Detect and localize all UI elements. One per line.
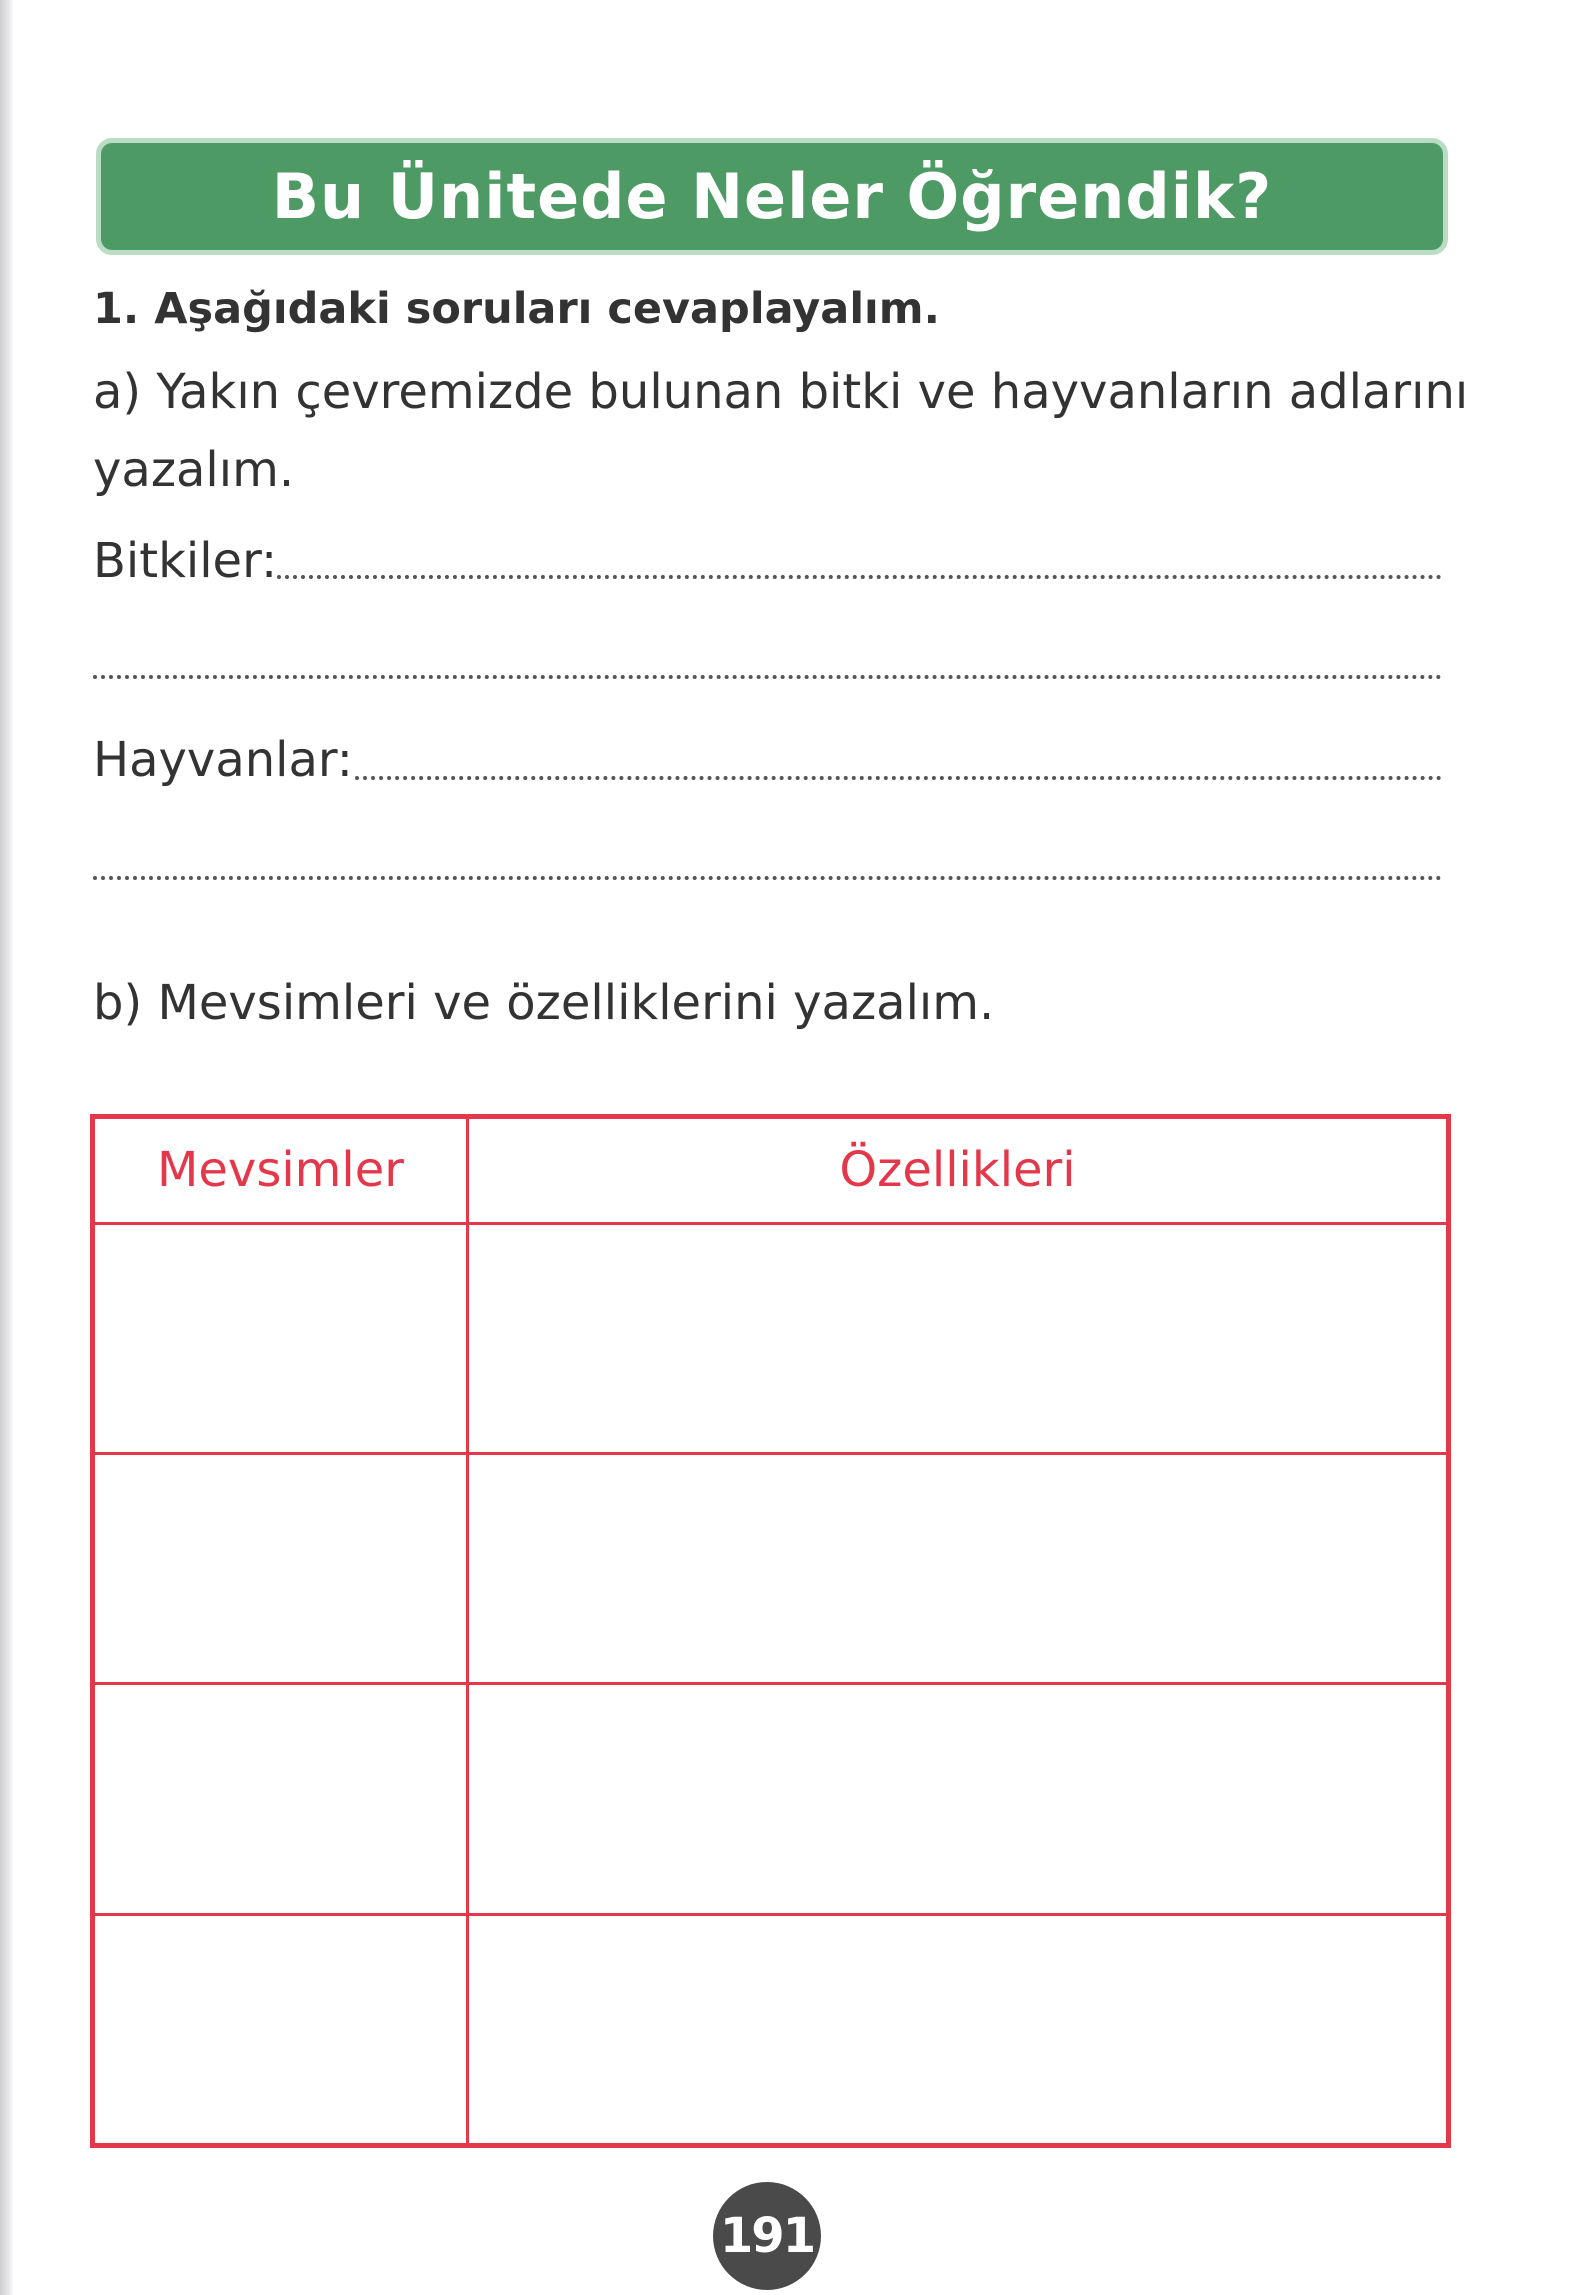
- banner-title: Bu Ünitede Neler Öğrendik?: [271, 160, 1273, 233]
- features-cell[interactable]: [468, 1453, 1449, 1683]
- animals-label: Hayvanlar:: [93, 732, 353, 788]
- header-features: Özellikleri: [468, 1117, 1449, 1224]
- table-row: [93, 1914, 1449, 2145]
- animals-answer-line-2[interactable]: [93, 876, 1442, 880]
- plants-label: Bitkiler:: [93, 533, 278, 589]
- seasons-table: [90, 1114, 1451, 2148]
- season-cell[interactable]: [93, 1914, 468, 2145]
- question-1b-text: b) Mevsimleri ve özelliklerini yazalım.: [93, 975, 995, 1031]
- question-1a-line-2: yazalım.: [93, 442, 295, 498]
- table-header-row: [93, 1117, 1449, 1224]
- animals-answer-line-1[interactable]: [355, 776, 1442, 780]
- question-1a-line-1: a) Yakın çevremizde bulunan bitki ve hayvanların adlarını: [93, 364, 1469, 420]
- features-cell[interactable]: [468, 1684, 1449, 1914]
- season-cell[interactable]: [93, 1684, 468, 1914]
- question-1-heading: 1. Aşağıdaki soruları cevaplayalım.: [93, 284, 940, 334]
- features-cell[interactable]: [468, 1914, 1449, 2145]
- season-cell[interactable]: [93, 1223, 468, 1453]
- page-binding-edge: [0, 0, 14, 2295]
- table-row: [93, 1684, 1449, 1914]
- section-banner: [96, 138, 1448, 255]
- plants-answer-line-2[interactable]: [93, 675, 1442, 679]
- season-cell[interactable]: [93, 1453, 468, 1683]
- table-row: [93, 1453, 1449, 1683]
- table-row: [93, 1223, 1449, 1453]
- features-cell[interactable]: [468, 1223, 1449, 1453]
- page-number-badge: 191: [713, 2182, 821, 2290]
- header-seasons: Mevsimler: [93, 1117, 468, 1224]
- plants-answer-line-1[interactable]: [277, 575, 1442, 579]
